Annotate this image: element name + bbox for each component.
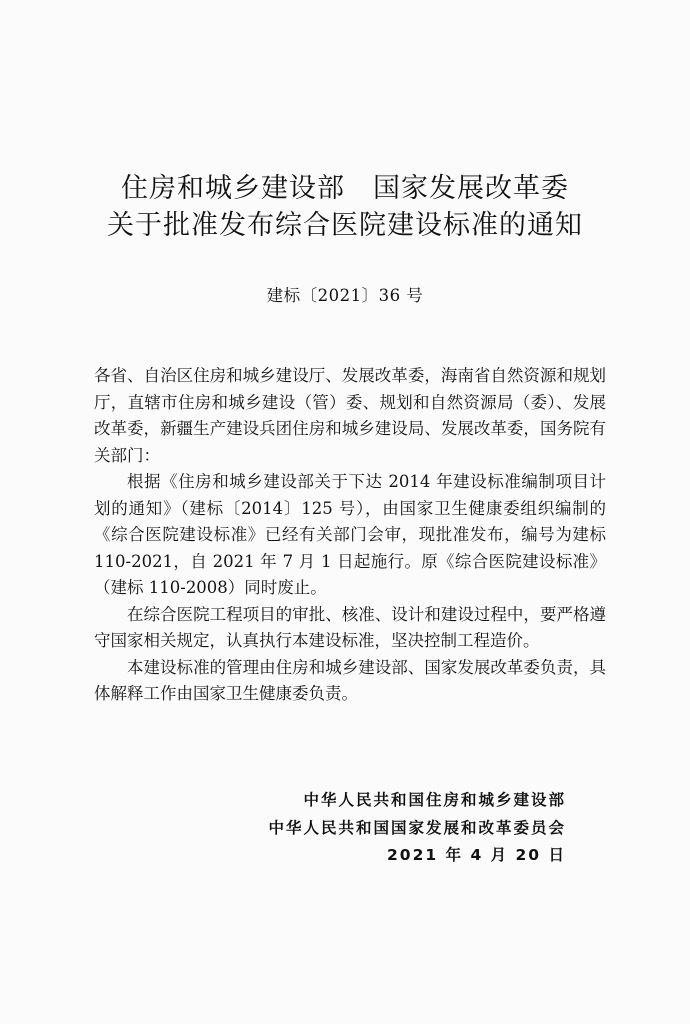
notice-title-line-2: 关于批准发布综合医院建设标准的通知 (107, 210, 583, 241)
signatory-commission: 中华人民共和国国家发展和改革委员会 (268, 818, 566, 837)
recipients-paragraph: 各省、自治区住房和城乡建设厅、发展改革委，海南省自然资源和规划厅，直辖市住房和城乡建设（管）委、规划和自然资源局（委）、发展改革委，新疆生产建设兵团住房和城乡建设局、发展改革委，国务院有关部门： (94, 366, 606, 465)
document-number: 建标〔2021〕36 号 (266, 286, 424, 305)
body-paragraph-2: 在综合医院工程项目的审批、核准、设计和建设过程中，要严格遵守国家相关规定，认真执行本建设标准，坚决控制工程造价。 (94, 604, 606, 650)
signature-block (268, 787, 566, 870)
body-paragraph-1: 根据《住房和城乡建设部关于下达 2014 年建设标准编制项目计划的通知》（建标〔2014〕125 号），由国家卫生健康委组织编制的《综合医院建设标准》已经有关部门会审，现批准发布，编号为建标 110-2021，自 2021 年 7 月 1 日起施行。原《综合医院建设标准》（建标 110-2008）同时废止。 (94, 472, 606, 597)
issuer-commission: 国家发展改革委 (373, 173, 569, 204)
notice-body (94, 363, 606, 708)
issuer-ministry: 住房和城乡建设部 (121, 173, 345, 204)
signatory-ministry: 中华人民共和国住房和城乡建设部 (303, 791, 566, 809)
body-paragraph-3: 本建设标准的管理由住房和城乡建设部、国家发展改革委负责，具体解释工作由国家卫生健康委负责。 (94, 657, 606, 703)
issue-date: 2021 年 4 月 20 日 (387, 846, 566, 864)
notice-title-line-1 (0, 166, 690, 205)
